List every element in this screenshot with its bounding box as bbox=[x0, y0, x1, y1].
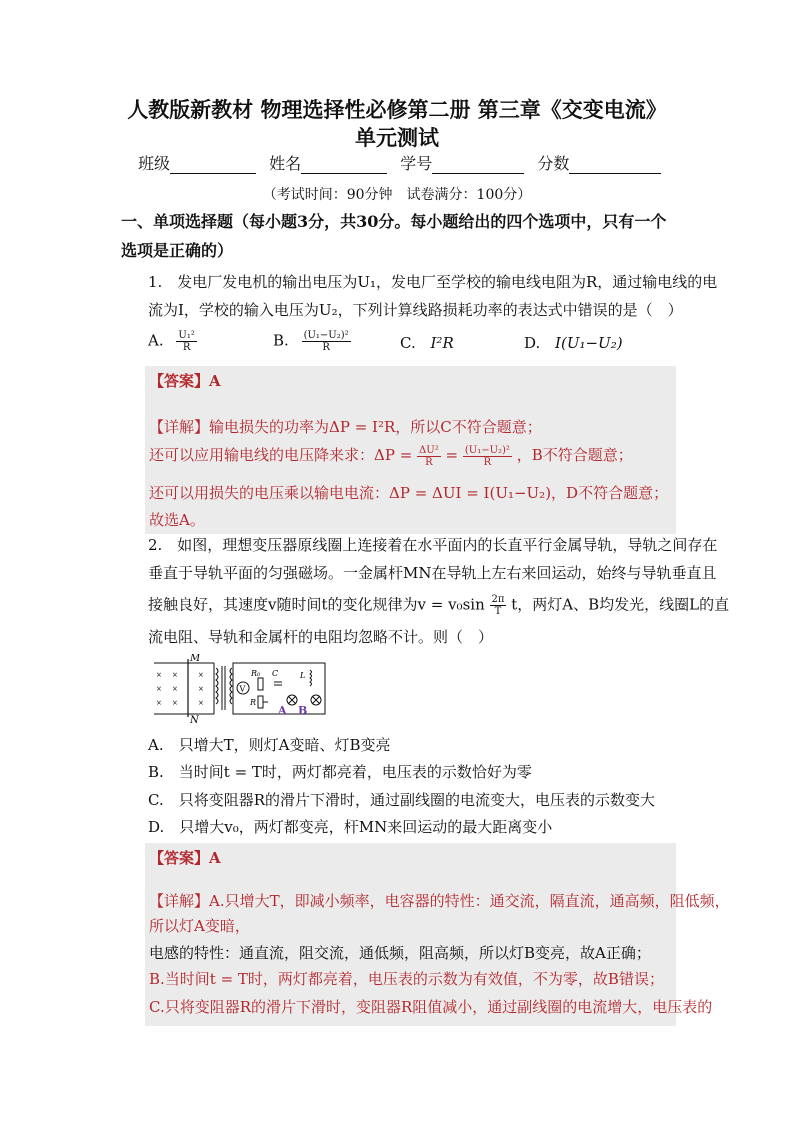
svg-text:×: × bbox=[172, 685, 178, 693]
q1-detail-4: 故选A。 bbox=[149, 511, 205, 529]
label-l: L bbox=[300, 671, 306, 680]
label-v: V bbox=[239, 684, 246, 694]
q2-answer: 【答案】A bbox=[149, 849, 221, 867]
q2-stem-line3 bbox=[148, 594, 729, 617]
q1-stem-line1: 1. 发电厂发电机的输出电压为U₁，发电厂至学校的输电线电阻为R，通过输电线的电 bbox=[148, 273, 718, 291]
q2-detail-3: 电感的特性：通直流，阻交流，通低频，阻高频，所以灯B变亮，故A正确； bbox=[149, 944, 651, 962]
option-text: I(U₁−U₂) bbox=[555, 334, 623, 352]
label-r: R bbox=[250, 698, 257, 707]
frac-num: (U₁−U₂)² bbox=[464, 444, 510, 456]
option-text: I²R bbox=[430, 334, 454, 352]
frac-num: U₁² bbox=[178, 330, 195, 341]
svg-text:×: × bbox=[156, 671, 162, 679]
q2-stem-line4: 流电阻、导轨和金属杆的电阻均忽略不计。则（ ） bbox=[148, 628, 494, 646]
label-r0: R₀ bbox=[251, 669, 261, 678]
q2-stem-line1: 2. 如图，理想变压器原线圈上连接着在水平面内的长直平行金属导轨，导轨之间存在 bbox=[148, 536, 718, 554]
label-m: M bbox=[190, 654, 201, 664]
page-title: 人教版新教材 物理选择性必修第二册 第三章《交变电流》 bbox=[127, 97, 667, 122]
section-heading-2: 选项是正确的） bbox=[121, 241, 234, 260]
q2-detail-2: 所以灯A变暗， bbox=[149, 917, 250, 935]
q1-detail-1: 【详解】输电损失的功率为ΔP = I²R，所以C不符合题意； bbox=[149, 418, 542, 436]
q2-option-c[interactable]: C. 只将变阻器R的滑片下滑时，通过副线圈的电流变大，电压表的示数变大 bbox=[148, 791, 656, 809]
frac-den: R bbox=[182, 342, 191, 353]
q2-stem-line2: 垂直于导轨平面的匀强磁场。一金属杆MN在导轨上左右来回运动，始终与导轨垂直且 bbox=[148, 564, 717, 582]
q1-detail-3: 还可以用损失的电压乘以输电电流：ΔP = ΔUI = I(U₁−U₂)，D不符合题意； bbox=[149, 484, 669, 502]
frac-num: ΔU² bbox=[419, 444, 439, 456]
svg-text:×: × bbox=[172, 671, 178, 679]
q2-detail-5: C.只将变阻器R的滑片下滑时，变阻器R阻值减小，通过副线圈的电流增大，电压表的 bbox=[149, 998, 713, 1016]
id-label: 学号 bbox=[400, 154, 433, 173]
detail-text: ，B不符合题意； bbox=[516, 446, 633, 464]
q1-option-d[interactable] bbox=[524, 334, 623, 352]
q2-answer-block bbox=[145, 843, 730, 1026]
svg-text:×: × bbox=[198, 699, 204, 707]
stem-text: 接触良好，其速度v随时间t的变化规律为v = v₀sin bbox=[148, 595, 485, 614]
q2-option-d[interactable]: D. 只增大v₀，两灯都变亮，杆MN来回运动的最大距离变小 bbox=[148, 818, 553, 836]
class-blank[interactable] bbox=[170, 157, 256, 174]
label-lamp-a: A bbox=[278, 704, 287, 717]
label-lamp-b: B bbox=[298, 704, 308, 717]
frac-den: T bbox=[494, 606, 502, 617]
score-label: 分数 bbox=[537, 154, 570, 173]
q1-option-a[interactable] bbox=[148, 330, 197, 353]
circuit-diagram bbox=[150, 654, 332, 724]
frac-den: R bbox=[483, 456, 492, 468]
svg-text:×: × bbox=[156, 699, 162, 707]
rheostat-r bbox=[258, 696, 263, 708]
section-heading-1: 一、单项选择题（每小题3分，共30分。每小题给出的四个选项中，只有一个 bbox=[121, 212, 667, 231]
option-letter: D. bbox=[524, 334, 541, 352]
frac-num: (U₁−U₂)² bbox=[303, 330, 349, 341]
frac-num: 2π bbox=[491, 594, 505, 605]
svg-text:×: × bbox=[156, 685, 162, 693]
q1-stem-line2: 流为I，学校的输入电压为U₂，下列计算线路损耗功率的表达式中错误的是（ ） bbox=[148, 301, 683, 319]
option-letter: C. bbox=[400, 334, 416, 352]
id-blank[interactable] bbox=[432, 157, 524, 174]
frac-den: R bbox=[425, 456, 433, 468]
q1-answer-block bbox=[145, 366, 676, 534]
svg-text:×: × bbox=[172, 699, 178, 707]
name-blank[interactable] bbox=[301, 157, 387, 174]
inductor-l bbox=[310, 670, 312, 686]
q1-detail-2 bbox=[149, 444, 633, 468]
class-label: 班级 bbox=[138, 154, 171, 173]
label-n: N bbox=[190, 715, 199, 724]
svg-text:×: × bbox=[198, 671, 204, 679]
q2-option-b[interactable]: B. 当时间t = T时，两灯都亮着，电压表的示数恰好为零 bbox=[148, 763, 532, 781]
q2-option-a[interactable]: A. 只增大T，则灯A变暗、灯B变亮 bbox=[148, 736, 391, 754]
q2-detail-4: B.当时间t = T时，两灯都亮着，电压表的示数为有效值，不为零，故B错误； bbox=[149, 970, 664, 988]
name-label: 姓名 bbox=[269, 154, 302, 173]
option-letter: A. bbox=[148, 331, 164, 350]
svg-text:×: × bbox=[198, 685, 204, 693]
q1-option-b[interactable] bbox=[273, 330, 351, 353]
primary-coil bbox=[216, 668, 218, 704]
q1-answer: 【答案】A bbox=[149, 372, 221, 390]
detail-text: = bbox=[445, 446, 459, 464]
secondary-coil bbox=[230, 668, 232, 704]
option-letter: B. bbox=[273, 331, 289, 350]
exam-note: （考试时间：90分钟 试卷满分：100分） bbox=[262, 187, 532, 203]
q1-option-c[interactable] bbox=[400, 334, 454, 352]
stem-text: t，两灯A、B均发光，线圈L的直 bbox=[511, 595, 730, 614]
q2-detail-1: 【详解】A.只增大T，即减小频率，电容器的特性：通交流，隔直流，通高频，阻低频， bbox=[149, 892, 730, 910]
score-blank[interactable] bbox=[569, 157, 661, 174]
page-subtitle: 单元测试 bbox=[355, 125, 439, 150]
frac-den: R bbox=[322, 342, 330, 353]
detail-text: 还可以应用输电线的电压降来求：ΔP = bbox=[149, 446, 413, 464]
magnetic-field-crosses bbox=[156, 671, 204, 707]
student-info-line bbox=[138, 151, 669, 174]
resistor-r0 bbox=[258, 678, 263, 690]
label-c: C bbox=[272, 669, 279, 678]
